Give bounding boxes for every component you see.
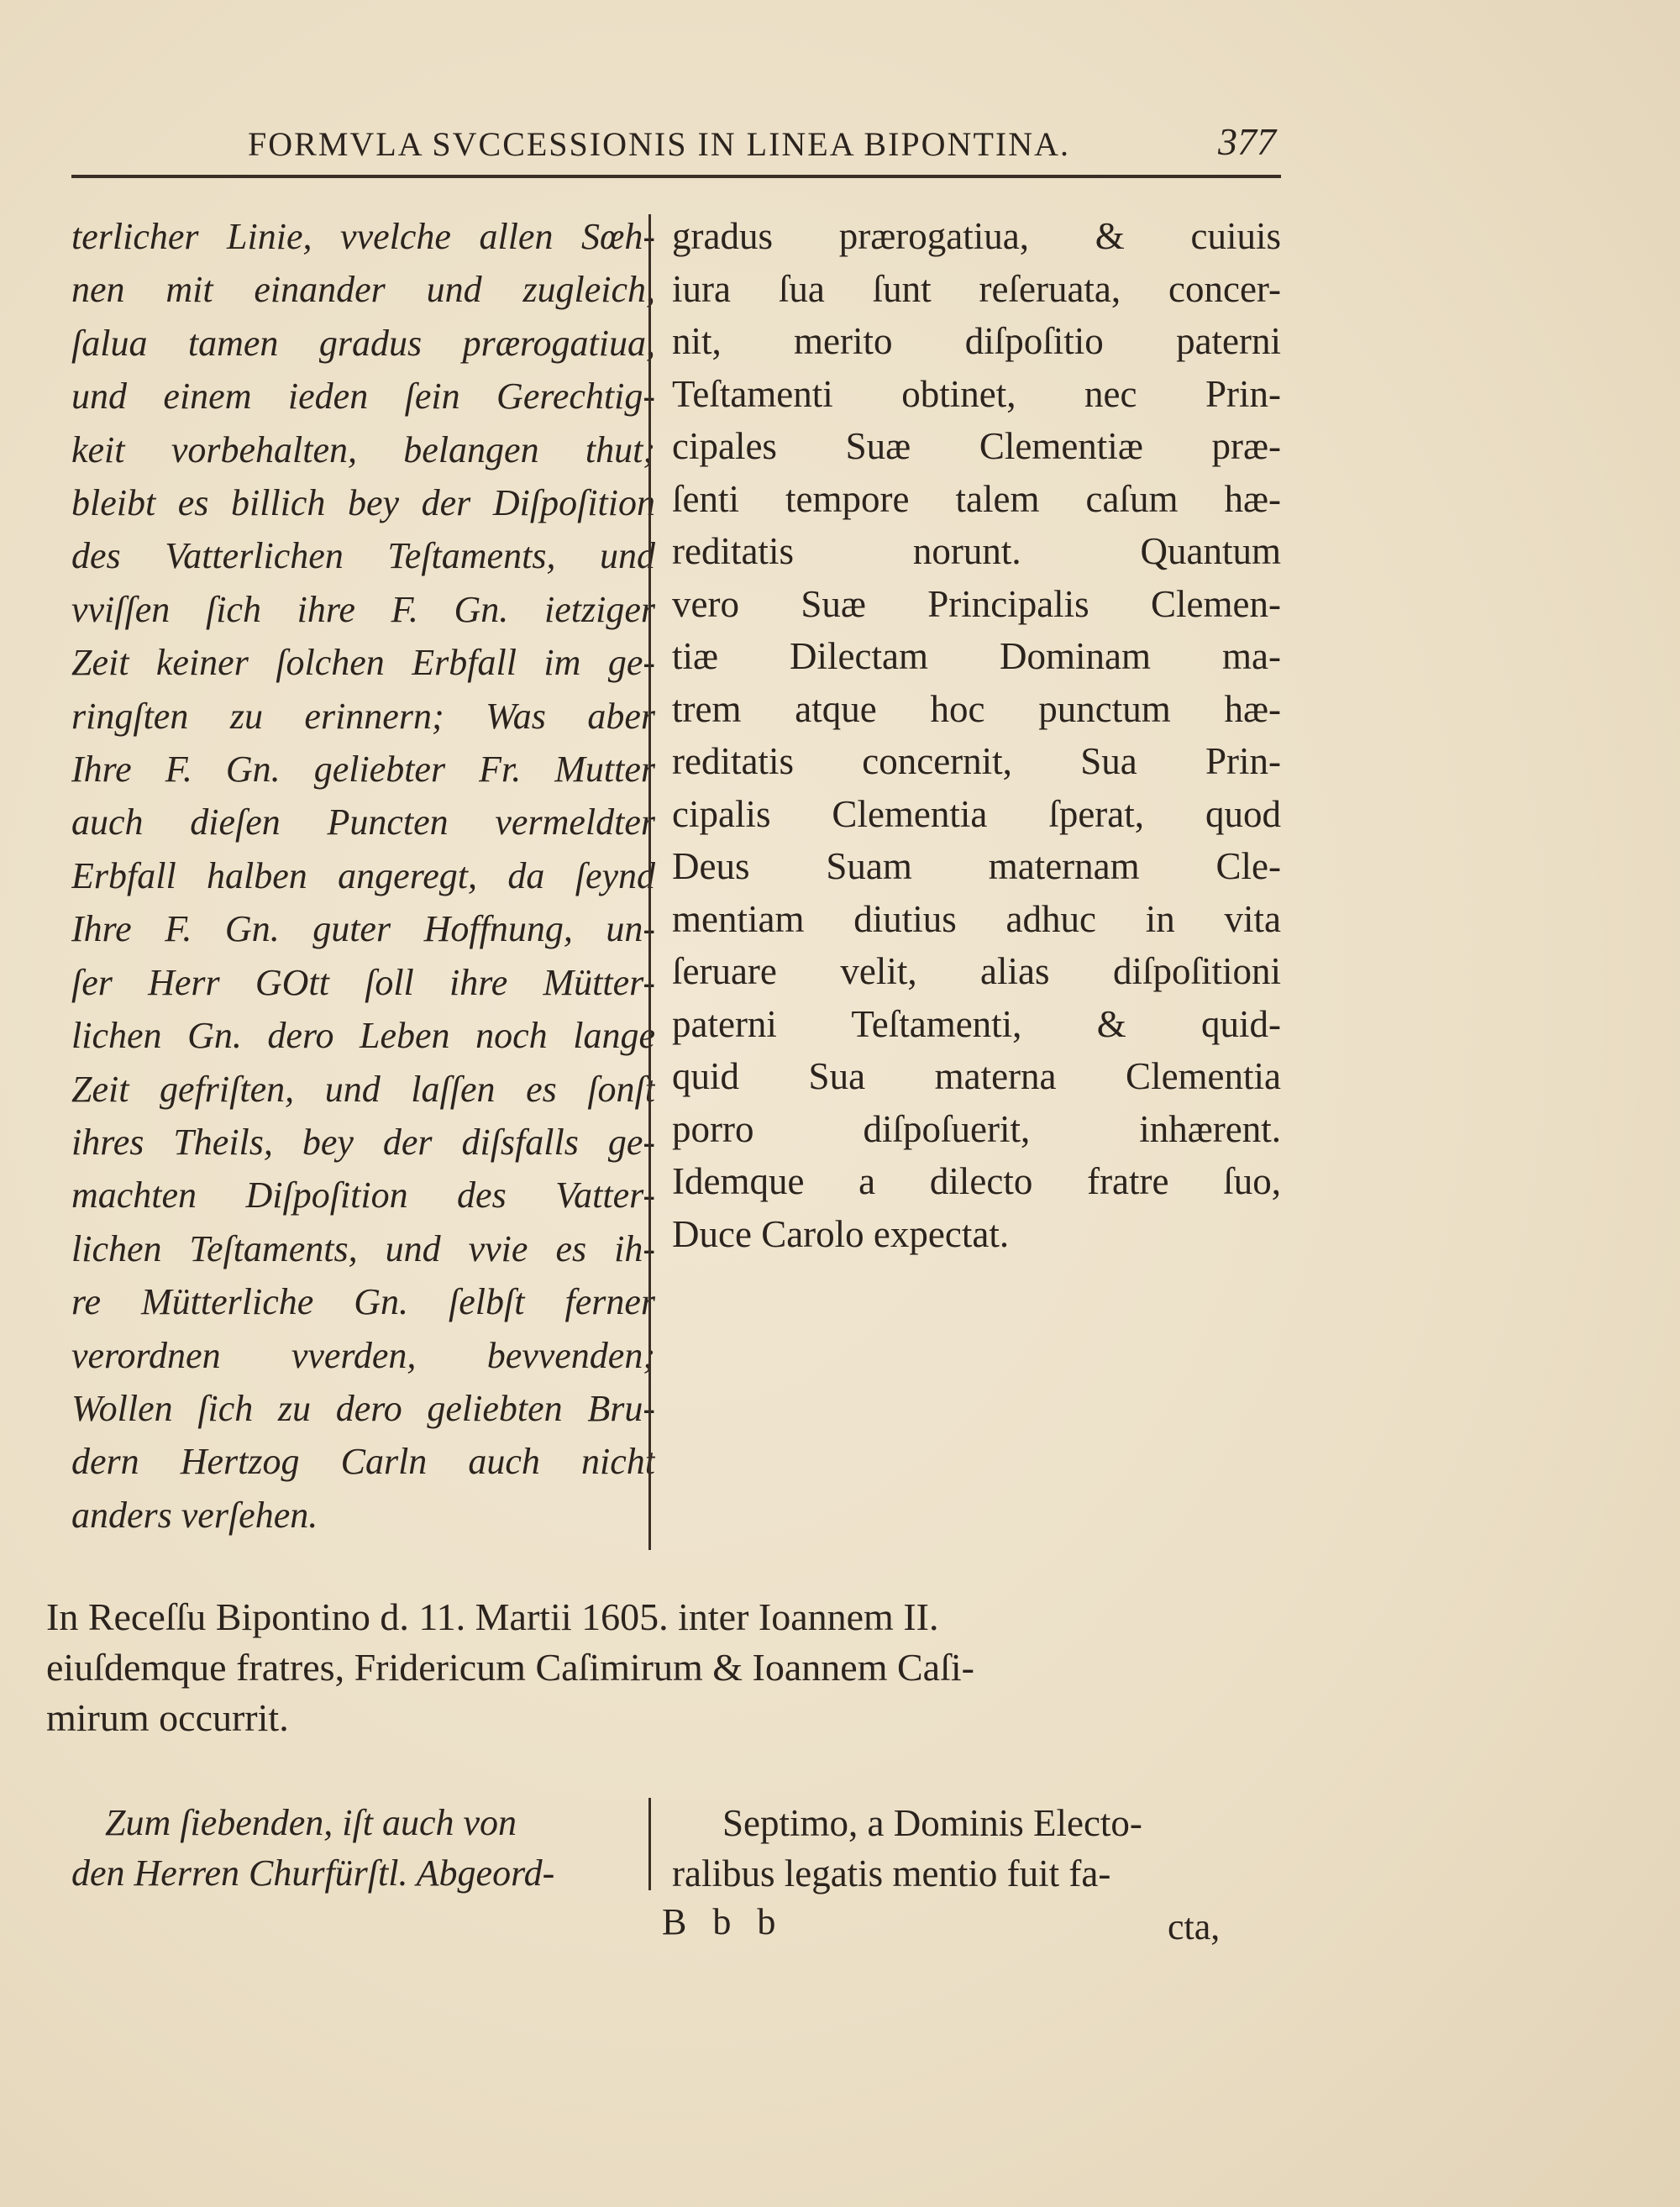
german-column — [71, 210, 655, 1542]
latin-line: reditatis norunt. Quantum — [672, 530, 1281, 572]
german-line: ringſten zu erinnern; Was aber — [71, 695, 655, 737]
running-title: FORMVLA SVCCESSIONIS IN LINEA BIPONTINA. — [248, 125, 1070, 163]
latin-line: Deus Suam maternam Cle- — [672, 845, 1281, 887]
german-line: anders verſehen. — [71, 1494, 318, 1536]
latin-line: Teſtamenti obtinet, nec Prin- — [672, 372, 1281, 415]
catchword: cta, — [1168, 1906, 1221, 1947]
latin-line: Septimo, a Dominis Electo- — [722, 1802, 1142, 1844]
latin-line: trem atque hoc punctum hæ- — [672, 687, 1281, 730]
latin-line: vero Suæ Principalis Clemen- — [672, 582, 1281, 625]
german-line: bleibt es billich bey der Diſpoſition — [71, 482, 655, 524]
german-line: ſer Herr GOtt ſoll ihre Mütter- — [71, 961, 655, 1003]
page-number: 377 — [1218, 120, 1276, 163]
latin-line: Duce Carolo expectat. — [672, 1212, 1010, 1255]
latin-line: paterni Teſtamenti, & quid- — [672, 1002, 1281, 1045]
column-divider — [648, 214, 651, 1550]
german-line: Zum ſiebenden, iſt auch von — [105, 1802, 517, 1843]
german-line: Ihre F. Gn. guter Hoffnung, un- — [71, 908, 655, 950]
german-line: keit vorbehalten, belangen thut; — [71, 428, 655, 470]
german-line: Wollen ſich zu dero geliebten Bru- — [71, 1387, 655, 1429]
latin-line: ſenti tempore talem caſum hæ- — [672, 477, 1281, 520]
latin-line: cipalis Clementia ſperat, quod — [672, 792, 1281, 835]
german-line: Zeit gefriſten, und laſſen es ſonſt — [71, 1068, 655, 1110]
bottom-german-column — [71, 1798, 643, 1899]
german-line: ſalua tamen gradus prærogatiua, — [71, 322, 655, 364]
german-line: dern Hertzog Carln auch nicht — [71, 1441, 655, 1483]
german-line: nen mit einander und zugleich, — [71, 269, 655, 311]
latin-line: nit, merito diſpoſitio paterni — [672, 320, 1281, 362]
german-line: machten Diſpoſition des Vatter- — [71, 1174, 655, 1216]
german-line: des Vatterlichen Teſtaments, und — [71, 535, 655, 577]
latin-line: cipales Suæ Clementiæ præ- — [672, 425, 1281, 467]
german-line: Zeit keiner ſolchen Erbfall im ge- — [71, 642, 655, 684]
header-rule — [71, 175, 1281, 178]
latin-line: reditatis concernit, Sua Prin- — [672, 740, 1281, 782]
german-line: Erbfall halben angeregt, da ſeynd — [71, 854, 655, 896]
german-line: verordnen vverden, bevvenden; — [71, 1334, 655, 1376]
german-line: terlicher Linie, vvelche allen Sœh- — [71, 216, 655, 257]
german-line: Ihre F. Gn. geliebter Fr. Mutter — [71, 749, 655, 791]
recess-line: In Receſſu Bipontino d. 11. Martii 1605. inter Ioannem II. — [46, 1595, 939, 1638]
latin-line: Idemque a dilecto fratre ſuo, — [672, 1160, 1281, 1202]
latin-line: porro diſpoſuerit, inhærent. — [672, 1107, 1281, 1150]
bottom-latin-column — [672, 1798, 1281, 1899]
page-header — [71, 118, 1281, 176]
german-line: und einem ieden ſein Gerechtig- — [71, 376, 655, 418]
latin-line: tiæ Dilectam Dominam ma- — [672, 635, 1281, 677]
german-line: lichen Teſtaments, und vvie es ih- — [71, 1227, 655, 1269]
german-line: auch dieſen Puncten vermeldter — [71, 801, 655, 843]
recess-line: eiuſdemque fratres, Fridericum Caſimirum & Ioannem Caſi- — [46, 1646, 974, 1689]
german-line: den Herren Churfürſtl. Abgeord- — [71, 1852, 555, 1894]
recess-paragraph — [46, 1592, 1256, 1743]
latin-line: gradus prærogatiua, & cuiuis — [672, 215, 1281, 257]
bottom-column-divider — [648, 1798, 651, 1890]
latin-column — [672, 210, 1281, 1260]
german-line: re Mütterliche Gn. ſelbſt ferner — [71, 1281, 655, 1323]
latin-line: quid Sua materna Clementia — [672, 1055, 1281, 1097]
german-line: vviſſen ſich ihre F. Gn. ietziger — [71, 588, 655, 630]
latin-line: ſeruare velit, alias diſpoſitioni — [672, 950, 1281, 992]
recess-line: mirum occurrit. — [46, 1696, 289, 1739]
latin-line: ralibus legatis mentio fuit fa- — [672, 1852, 1111, 1894]
german-line: lichen Gn. dero Leben noch lange — [71, 1015, 655, 1057]
signature-mark: B b b — [662, 1901, 785, 1942]
latin-line: iura ſua ſunt reſeruata, concer- — [672, 267, 1281, 310]
latin-line: mentiam diutius adhuc in vita — [672, 897, 1281, 940]
german-line: ihres Theils, bey der diſsfalls ge- — [71, 1121, 655, 1163]
